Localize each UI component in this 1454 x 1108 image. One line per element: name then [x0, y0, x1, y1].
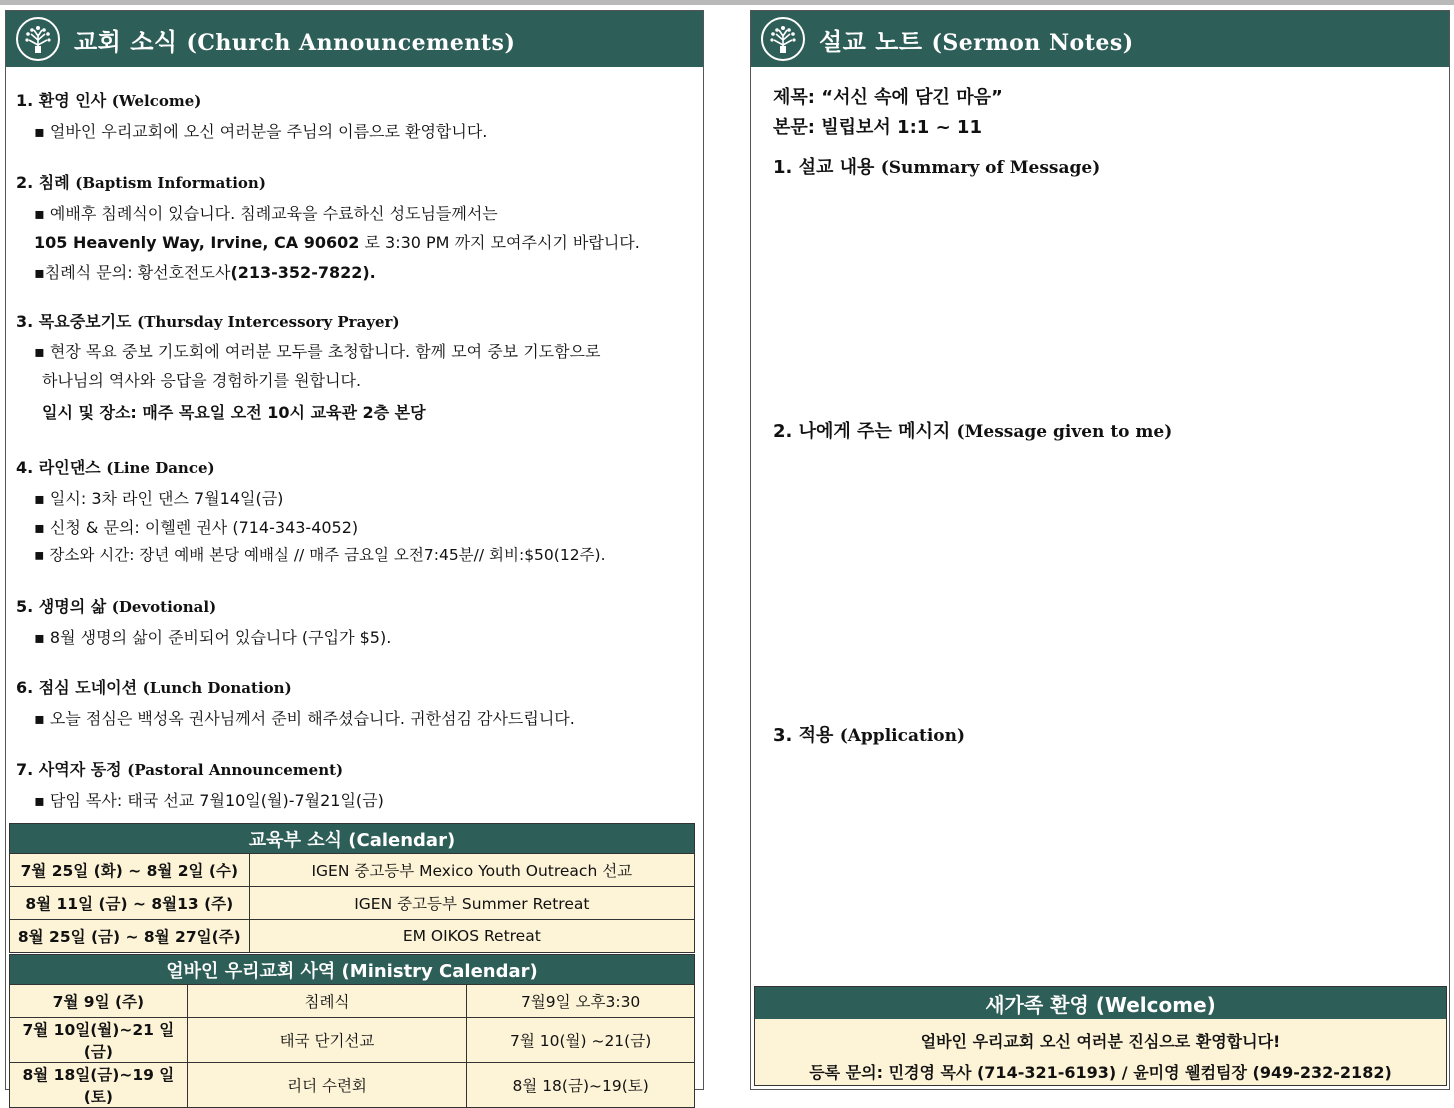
- sermon-title-en: (Sermon Notes): [931, 29, 1134, 56]
- sermon-notes-panel: [750, 10, 1450, 1090]
- sermon-subject: 제목: “서신 속에 담긴 마음”: [773, 87, 1003, 108]
- section-line-dance: 4. 라인댄스 (Line Dance): [16, 458, 215, 477]
- welcome-registration-contact: 등록 문의: 민경영 목사 (714-321-6193) / 윤미영 웰컴팀장 (949-232-2182): [809, 1063, 1392, 1082]
- sermon-section-message: 2. 나에게 주는 메시지 (Message given to me): [773, 421, 1173, 442]
- announcements-title-en: (Church Announcements): [186, 29, 516, 56]
- sermon-title: [819, 22, 1134, 57]
- table-row: [10, 985, 695, 1018]
- ministry-time: 7월 10(월) ~21(금): [467, 1018, 695, 1063]
- prayer-text-2: 하나님의 역사와 응답을 경험하기를 원합니다.: [42, 371, 362, 390]
- announcements-title-ko: 교회 소식: [74, 27, 178, 56]
- sermon-header: [751, 11, 1449, 67]
- dance-text-2: ▪ 신청 & 문의: 이헬렌 권사 (714-343-4052): [34, 518, 359, 537]
- announcements-panel: [5, 10, 704, 1106]
- ministry-date: 7월 9일 (주): [10, 985, 188, 1018]
- welcome-text: ▪ 얼바인 우리교회에 오신 여러분을 주님의 이름으로 환영합니다.: [34, 122, 488, 141]
- calendar-event: IGEN 중고등부 Mexico Youth Outreach 선교: [249, 854, 694, 887]
- announcements-title: [74, 22, 515, 57]
- pastoral-text: ▪ 담임 목사: 태국 선교 7월10일(월)-7월21일(금): [34, 791, 384, 810]
- calendar-event: EM OIKOS Retreat: [249, 920, 694, 953]
- ministry-table: [9, 954, 695, 1108]
- table-row: [10, 1018, 695, 1063]
- lunch-text: ▪ 오늘 점심은 백성옥 권사님께서 준비 해주셨습니다. 귀한섬김 감사드립니다.: [34, 709, 575, 728]
- sermon-title-ko: 설교 노트: [819, 27, 923, 56]
- section-prayer: 3. 목요중보기도 (Thursday Intercessory Prayer): [16, 312, 400, 331]
- table-row: [10, 1063, 695, 1108]
- calendar-date: 8월 25일 (금) ~ 8월 27일(주): [10, 920, 250, 953]
- section-welcome: 1. 환영 인사 (Welcome): [16, 91, 202, 110]
- new-family-welcome-box: [754, 986, 1447, 1086]
- sermon-section-application: 3. 적용 (Application): [773, 725, 966, 746]
- table-row: [10, 854, 695, 887]
- calendar-table: [9, 823, 695, 953]
- devotional-text: ▪ 8월 생명의 삶이 준비되어 있습니다 (구입가 $5).: [34, 628, 392, 647]
- section-baptism: 2. 침례 (Baptism Information): [16, 173, 266, 192]
- top-border: [0, 0, 1454, 5]
- calendar-title: 교육부 소식 (Calendar): [10, 824, 695, 854]
- ministry-time: 8월 18(금)~19(토): [467, 1063, 695, 1108]
- baptism-text-2: 105 Heavenly Way, Irvine, CA 90602 로 3:30 PM 까지 모여주시기 바랍니다.: [34, 233, 640, 252]
- church-tree-logo-icon: [16, 17, 60, 61]
- calendar-event: IGEN 중고등부 Summer Retreat: [249, 887, 694, 920]
- ministry-event: 침례식: [187, 985, 466, 1018]
- sermon-section-summary: 1. 설교 내용 (Summary of Message): [773, 157, 1101, 178]
- ministry-date: 7월 10일(월)~21 일(금): [10, 1018, 188, 1063]
- dance-text-1: ▪ 일시: 3차 라인 댄스 7월14일(금): [34, 489, 284, 508]
- calendar-date: 7월 25일 (화) ~ 8월 2일 (수): [10, 854, 250, 887]
- section-pastoral: 7. 사역자 동정 (Pastoral Announcement): [16, 760, 344, 779]
- baptism-text-1: ▪ 예배후 침례식이 있습니다. 침례교육을 수료하신 성도님들께서는: [34, 204, 498, 223]
- section-devotional: 5. 생명의 삶 (Devotional): [16, 597, 217, 616]
- prayer-schedule: 일시 및 장소: 매주 목요일 오전 10시 교육관 2층 본당: [42, 403, 426, 422]
- baptism-address: 105 Heavenly Way, Irvine, CA 90602: [34, 233, 360, 252]
- church-tree-logo-icon: [761, 17, 805, 61]
- ministry-date: 8월 18일(금)~19 일(토): [10, 1063, 188, 1108]
- ministry-time: 7월9일 오후3:30: [467, 985, 695, 1018]
- sermon-scripture: 본문: 빌립보서 1:1 ~ 11: [773, 117, 982, 138]
- baptism-text-3: ▪침례식 문의: 황선호전도사(213-352-7822).: [34, 263, 376, 282]
- ministry-event: 태국 단기선교: [187, 1018, 466, 1063]
- table-row: [10, 920, 695, 953]
- table-row: [10, 887, 695, 920]
- welcome-title: 새가족 환영 (Welcome): [755, 987, 1446, 1019]
- dance-text-3: ▪ 장소와 시간: 장년 예배 본당 예배실 // 매주 금요일 오전7:45분// 회비:$50(12주).: [34, 546, 606, 564]
- baptism-phone: (213-352-7822).: [230, 263, 376, 282]
- welcome-line-1: 얼바인 우리교회 오신 여러분 진심으로 환영합니다!: [920, 1032, 1281, 1051]
- announcements-header: [6, 11, 703, 67]
- section-lunch: 6. 점심 도네이션 (Lunch Donation): [16, 678, 292, 697]
- ministry-title: 얼바인 우리교회 사역 (Ministry Calendar): [10, 955, 695, 985]
- calendar-date: 8월 11일 (금) ~ 8월13 (주): [10, 887, 250, 920]
- ministry-event: 리더 수련회: [187, 1063, 466, 1108]
- prayer-text-1: ▪ 현장 목요 중보 기도회에 여러분 모두를 초청합니다. 함께 모여 중보 기도함으로: [34, 342, 601, 361]
